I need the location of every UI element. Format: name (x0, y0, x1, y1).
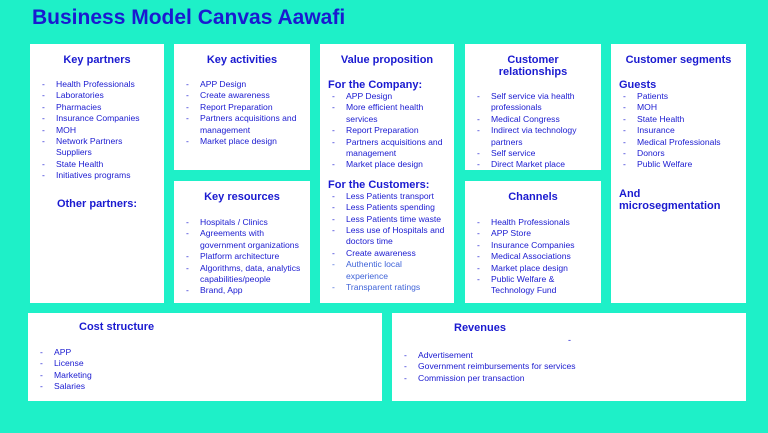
revenues-heading: Revenues (454, 322, 506, 334)
list-item: - Pharmacies (38, 102, 156, 113)
canvas-title: Business Model Canvas Aawafi (32, 6, 346, 29)
list-item: - Less Patients transport (328, 191, 446, 202)
list-item: - Less use of Hospitals and doctors time (328, 225, 446, 248)
key-activities-list (182, 79, 302, 147)
customer-relationships-list (473, 91, 593, 171)
list-item: - Platform architecture (182, 251, 302, 262)
key-activities-panel (174, 44, 310, 170)
list-item: - State Health (38, 159, 156, 170)
list-item: - Public Welfare (619, 159, 738, 170)
list-item: - APP (36, 347, 374, 358)
microsegmentation-heading: And microsegmentation (619, 187, 721, 212)
list-item: - Market place design (182, 136, 302, 147)
list-item: - Agreements with government organizations (182, 228, 302, 251)
customers-value-list (328, 191, 446, 294)
list-item: - APP Design (328, 91, 446, 102)
list-item: - License (36, 358, 374, 369)
list-item: - Marketing (36, 370, 374, 381)
value-proposition-heading: Value proposition (340, 54, 434, 66)
revenues-list (400, 350, 738, 384)
customer-relationships-heading: Customer relationships (498, 54, 568, 78)
list-item: - Insurance Companies (473, 240, 593, 251)
list-item: - Patients (619, 91, 738, 102)
key-partners-panel (30, 44, 164, 303)
channels-list (473, 217, 593, 297)
list-item: - MOH (38, 125, 156, 136)
other-partners-heading: Other partners: (56, 197, 138, 210)
list-item: - MOH (619, 102, 738, 113)
list-item: - Less Patients spending (328, 202, 446, 213)
revenues-panel (392, 313, 746, 401)
list-item: - Initiatives programs (38, 170, 156, 181)
channels-heading: Channels (508, 191, 558, 203)
list-item: - Self service (473, 148, 593, 159)
list-item: - Transparent ratings (328, 282, 446, 293)
list-item: - Insurance Companies (38, 113, 156, 124)
list-item: - Create awareness (328, 248, 446, 259)
list-item: - Partners acquisitions and management (328, 137, 446, 160)
list-item: - Hospitals / Clinics (182, 217, 302, 228)
list-item: - Direct Market place (473, 159, 593, 170)
guests-heading: Guests (619, 79, 657, 91)
list-item: - APP Store (473, 228, 593, 239)
list-item: - More efficient health services (328, 102, 446, 125)
list-item: - Network Partners Suppliers (38, 136, 156, 159)
list-item: - Medical Congress (473, 114, 593, 125)
company-value-list (328, 91, 446, 171)
list-item: - Report Preparation (182, 102, 302, 113)
list-item: - Advertisement (400, 350, 738, 361)
list-item: - APP Design (182, 79, 302, 90)
list-item: - Create awareness (182, 90, 302, 101)
channels-panel (465, 181, 601, 303)
list-item: - Less Patients time waste (328, 214, 446, 225)
list-item: - State Health (619, 114, 738, 125)
list-item: - Donors (619, 148, 738, 159)
list-item: - Medical Professionals (619, 137, 738, 148)
for-company-heading: For the Company: (328, 79, 423, 91)
list-item: - Government reimbursements for services (400, 361, 738, 372)
list-item: - Market place design (473, 263, 593, 274)
revenues-mark: - (568, 335, 571, 345)
key-resources-list (182, 217, 302, 297)
list-item: - Medical Associations (473, 251, 593, 262)
list-item: - Brand, App (182, 285, 302, 296)
key-partners-heading: Key partners (63, 54, 131, 66)
key-activities-heading: Key activities (206, 54, 278, 66)
list-item: - Public Welfare & Technology Fund (473, 274, 593, 297)
list-item: - Indirect via technology partners (473, 125, 593, 148)
list-item: - Salaries (36, 381, 374, 392)
list-item: - Insurance (619, 125, 738, 136)
list-item: - Health Professionals (38, 79, 156, 90)
value-proposition-panel (320, 44, 454, 303)
for-customers-heading: For the Customers: (328, 178, 430, 191)
list-item: - Partners acquisitions and management (182, 113, 302, 136)
list-item: - Report Preparation (328, 125, 446, 136)
cost-structure-panel (28, 313, 382, 401)
customer-relationships-panel (465, 44, 601, 170)
list-item: - Health Professionals (473, 217, 593, 228)
cost-structure-heading: Cost structure (79, 321, 155, 333)
list-item: - Laboratories (38, 90, 156, 101)
list-item: - Market place design (328, 159, 446, 170)
key-resources-panel (174, 181, 310, 303)
customer-segments-heading: Customer segments (625, 54, 732, 66)
cost-structure-list (36, 347, 374, 393)
key-resources-heading: Key resources (204, 191, 280, 203)
key-partners-list (38, 79, 156, 182)
list-item: - Commission per transaction (400, 373, 738, 384)
list-item: - Authentic local experience (328, 259, 446, 282)
list-item: - Algorithms, data, analytics capabilities/people (182, 263, 302, 286)
list-item: - Self service via health professionals (473, 91, 593, 114)
customer-segments-panel (611, 44, 746, 303)
customer-segments-list (619, 91, 738, 171)
